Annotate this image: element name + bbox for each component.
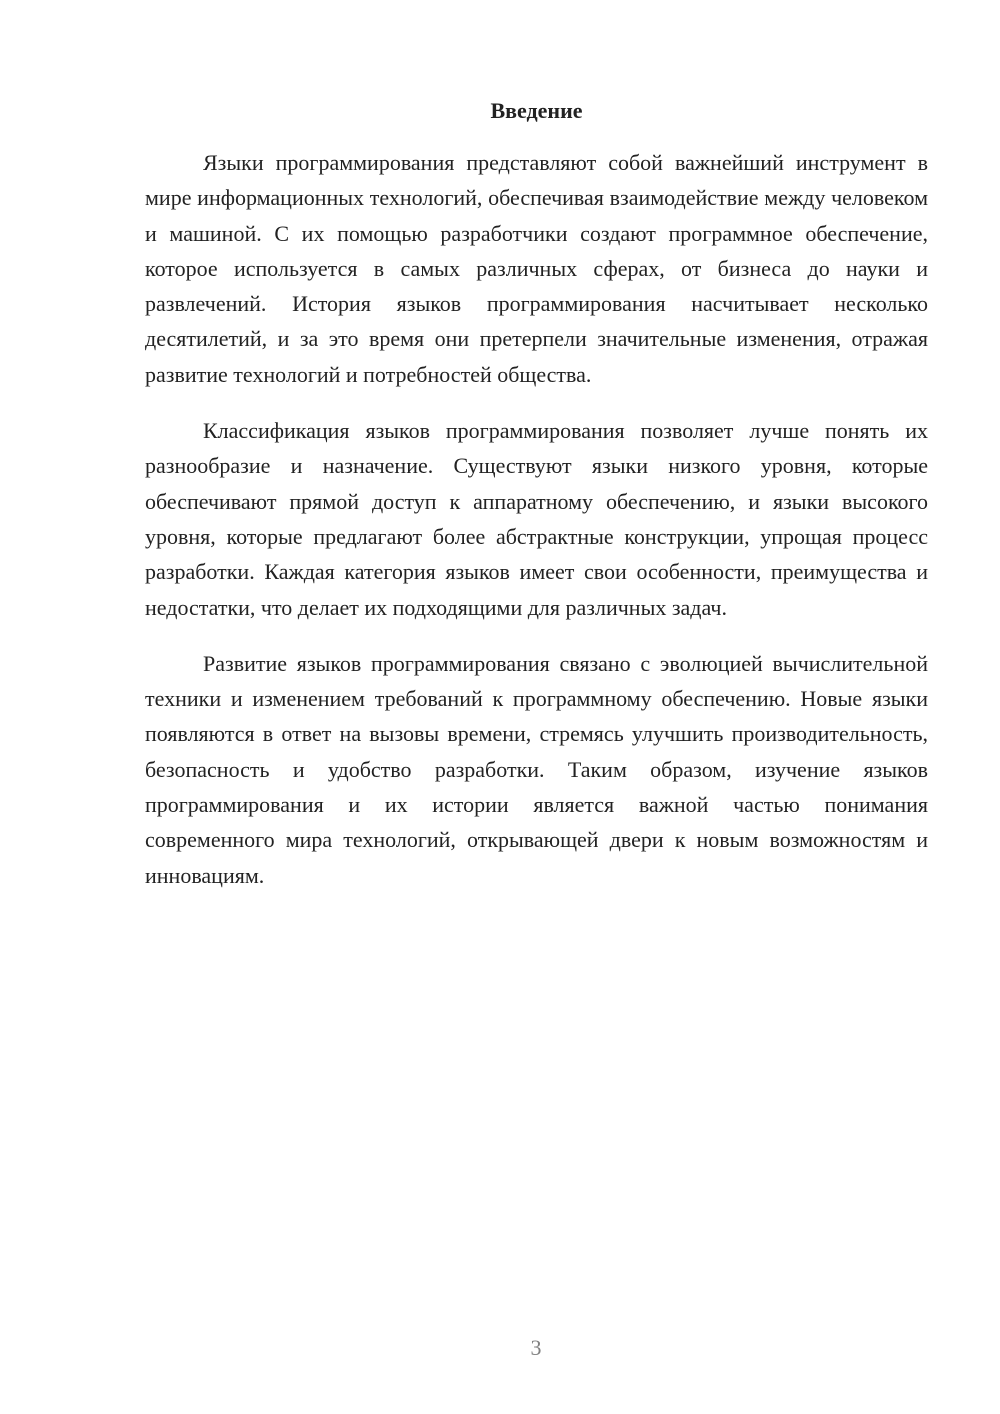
section-heading: Введение bbox=[490, 98, 583, 123]
page-number: 3 bbox=[530, 1335, 542, 1360]
page-content bbox=[145, 97, 928, 914]
paragraph-3: Развитие языков программирования связано с эволюцией вычислительной техники и изменением требований к программному обеспечению. Новые языки появляются в ответ на вызовы времени, стремясь улучшить производительность, безопасность и удобство разработки. Таким образом, изучение языков программирования и их истории является важной частью понимания современного мира технологий, открывающей двери к новым возможностям и инновациям. bbox=[145, 650, 928, 888]
paragraph-2: Классификация языков программирования позволяет лучше понять их разнообразие и назначение. Существуют языки низкого уровня, которые обеспечивают прямой доступ к аппаратному обеспечению, и языки высокого уровня, которые предлагают более абстрактные конструкции, упрощая процесс разработки. Каждая категория языков имеет свои особенности, преимущества и недостатки, что делает их подходящими для различных задач. bbox=[145, 418, 928, 620]
paragraph-1: Языки программирования представляют собой важнейший инструмент в мире информационных технологий, обеспечивая взаимодействие между человеком и машиной. С их помощью разработчики создают программное обеспечение, которое используется в самых различных сферах, от бизнеса до науки и развлечений. История языков программирования насчитывает несколько десятилетий, и за это время они претерпели значительные изменения, отражая развитие технологий и потребностей общества. bbox=[145, 150, 928, 387]
